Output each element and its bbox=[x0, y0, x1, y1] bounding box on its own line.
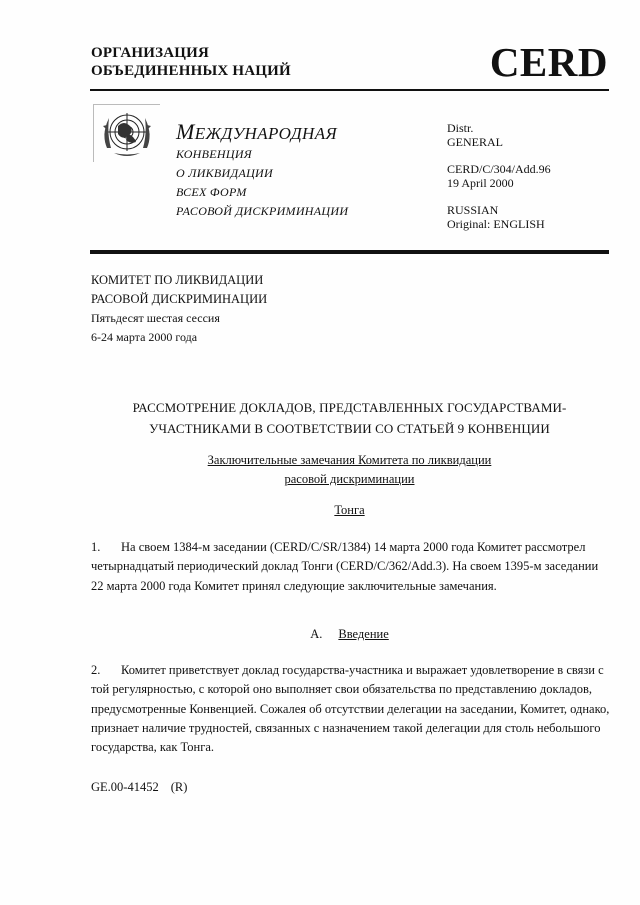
doc-date: 19 April 2000 bbox=[447, 176, 514, 190]
header-rule bbox=[90, 89, 609, 91]
doc-language: RUSSIAN bbox=[447, 203, 499, 217]
committee-line-2: РАСОВОЙ ДИСКРИМИНАЦИИ bbox=[91, 292, 268, 306]
session-dates: 6-24 марта 2000 года bbox=[91, 330, 198, 344]
section-letter: A. bbox=[310, 627, 323, 641]
paragraph-1 bbox=[91, 538, 611, 596]
organization-name bbox=[91, 44, 291, 80]
paragraph-text: Комитет приветствует доклад государства-участника и выражает удовлетворение в связи с той регулярностью, с которой оно выполняет свои обязательства по представлению докладов, предусмотренные Конвенцией. Сожалея об отсутствии делегации на заседании, Комитет, однако, признает наличие трудностей, связанных с назначением такой делегации для столь небольшого государства, как Тонга. bbox=[91, 663, 610, 755]
convention-line-1: МЕЖДУНАРОДНАЯ bbox=[176, 119, 338, 144]
section-title: Введение bbox=[338, 627, 389, 641]
committee-block bbox=[91, 271, 267, 347]
footer-job-number bbox=[91, 780, 187, 795]
org-line-2: ОБЪЕДИНЕННЫХ НАЦИЙ bbox=[91, 63, 291, 79]
distribution-block bbox=[447, 121, 551, 231]
original-language: Original: ENGLISH bbox=[447, 217, 545, 231]
section-heading bbox=[90, 627, 609, 642]
document-title bbox=[90, 397, 609, 439]
subtitle-line-1: Заключительные замечания Комитета по ликвидации bbox=[207, 453, 492, 467]
convention-line-4: ВСЕХ ФОРМ bbox=[176, 185, 247, 199]
doc-symbol: CERD/C/304/Add.96 bbox=[447, 162, 551, 176]
paragraph-2 bbox=[91, 661, 611, 757]
title-line-1: РАССМОТРЕНИЕ ДОКЛАДОВ, ПРЕДСТАВЛЕННЫХ ГОСУДАРСТВАМИ- bbox=[132, 400, 567, 415]
distr-label: Distr. bbox=[447, 121, 474, 135]
session: Пятьдесят шестая сессия bbox=[91, 311, 220, 325]
job-number: GE.00-41452 bbox=[91, 780, 159, 794]
distr-value: GENERAL bbox=[447, 135, 503, 149]
title-line-2: УЧАСТНИКАМИ В СООТВЕТСТВИИ СО СТАТЬЕЙ 9 КОНВЕНЦИИ bbox=[149, 421, 550, 436]
paragraph-number: 2. bbox=[91, 663, 101, 677]
country-heading: Тонга bbox=[334, 503, 365, 517]
document-subtitle bbox=[90, 451, 609, 489]
convention-line-3: О ЛИКВИДАЦИИ bbox=[176, 166, 273, 180]
un-emblem-icon bbox=[96, 104, 158, 160]
document-series-symbol: CERD bbox=[489, 39, 608, 85]
paragraph-number: 1. bbox=[91, 540, 101, 554]
language-code: (R) bbox=[170, 780, 188, 794]
convention-line-2: КОНВЕНЦИЯ bbox=[176, 147, 252, 161]
org-line-1: ОРГАНИЗАЦИЯ bbox=[91, 45, 210, 61]
committee-line-1: КОМИТЕТ ПО ЛИКВИДАЦИИ bbox=[91, 273, 264, 287]
header-thick-rule bbox=[90, 250, 609, 254]
subtitle-line-2: расовой дискриминации bbox=[284, 472, 415, 486]
convention-title bbox=[176, 121, 348, 221]
paragraph-text: На своем 1384-м заседании (CERD/C/SR/1384) 14 марта 2000 года Комитет рассмотрел четырнадцатый периодический доклад Тонги (CERD/C/362/Add.3). На своем 1395-м заседании 22 марта 2000 года Комитет принял следующие заключительные замечания. bbox=[91, 540, 599, 593]
convention-line-5: РАСОВОЙ ДИСКРИМИНАЦИИ bbox=[176, 204, 349, 218]
